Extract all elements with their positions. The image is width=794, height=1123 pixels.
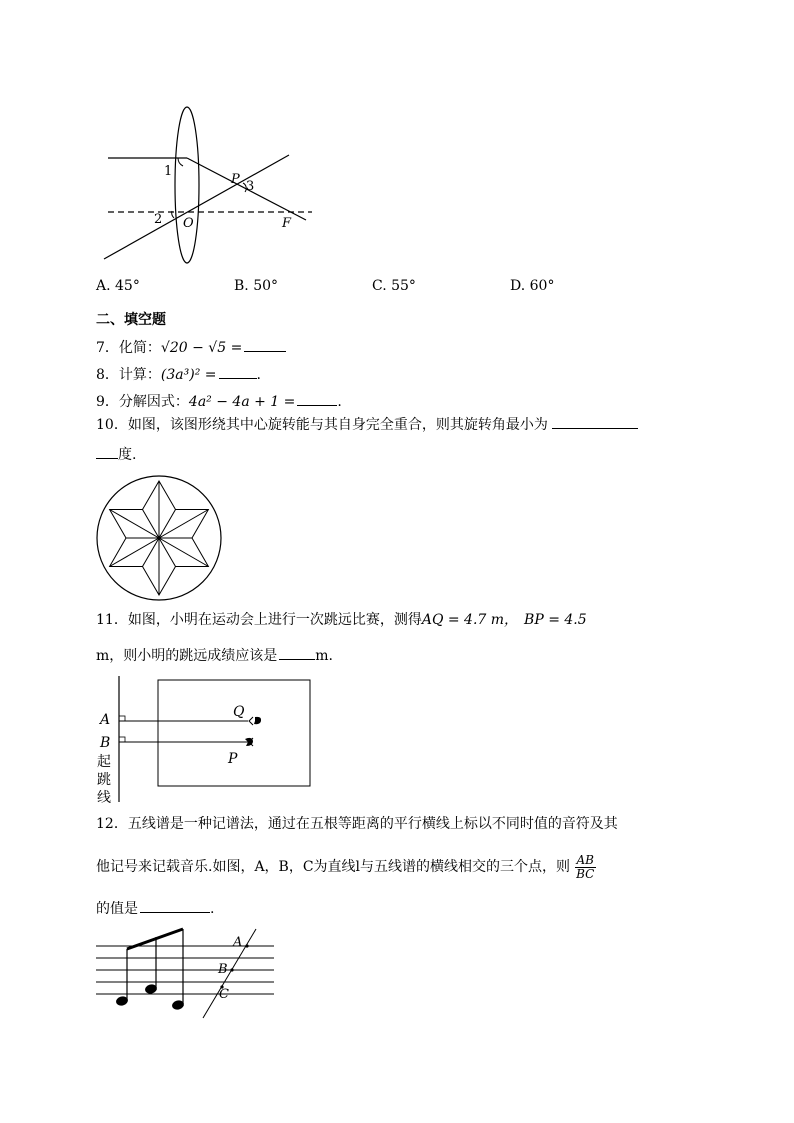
q6-label-o: O (183, 216, 194, 231)
q11-aq: AQ = 4.7 m， (421, 612, 519, 628)
q6-option-d: D. 60° (510, 278, 555, 294)
q9-text: 9．分解因式： (96, 394, 189, 410)
q10-line2 (96, 446, 136, 463)
q11-line2 (96, 647, 333, 664)
q11-label-q: Q (233, 704, 245, 720)
q12-frac-den: BC (576, 866, 595, 881)
q8-line: 8．计算：(3a³)² = . (96, 367, 261, 383)
section-title: 二、填空题 (96, 312, 166, 328)
q6-option-a: A. 45° (96, 278, 140, 294)
q10-suffix: 度. (118, 447, 137, 463)
q11-label-a: A (100, 712, 111, 728)
q10-text: 10．如图，该图形绕其中心旋转能与其自身完全重合，则其旋转角最小为 (96, 417, 548, 433)
q11-vlabel-1: 起 (97, 754, 111, 770)
q11-answer-blank[interactable] (279, 647, 315, 660)
q8-answer-blank[interactable] (219, 366, 257, 379)
q11-label-b: B (100, 735, 111, 751)
q12-staff-diagram (94, 925, 284, 1020)
q11-label-p: P (228, 751, 238, 767)
q7-answer-blank[interactable] (244, 339, 286, 352)
q12-line2 (96, 847, 596, 887)
q11-long-jump-diagram (92, 672, 322, 808)
q11-vlabel-2: 跳 (97, 772, 111, 788)
q8-text: 8．计算： (96, 367, 161, 383)
q7-line (96, 339, 286, 356)
q10-answer-blank[interactable] (552, 416, 638, 429)
q6-option-b: B. 50° (234, 278, 279, 294)
q6-lens-diagram (100, 100, 320, 270)
q9-answer-blank[interactable] (297, 393, 337, 406)
q11-text2: m，则小明的跳远成绩应该是 (96, 648, 278, 664)
q7-expr: √20 − √5 = (160, 340, 243, 356)
q6-label-p: P (231, 172, 240, 187)
q6-label-1: 1 (164, 164, 173, 179)
q7-text: 7．化简： (96, 340, 161, 356)
q9-line: 9．分解因式：4a² − 4a + 1 = . (96, 394, 342, 410)
q8-expr: (3a³)² = (160, 367, 217, 383)
q12-text3: 的值是 (96, 901, 138, 917)
q12-label-c: C (219, 987, 229, 1002)
q11-suffix: m. (315, 648, 334, 664)
q12-label-a: A (233, 935, 243, 950)
q6-label-3: 3 (246, 179, 255, 194)
q6-label-f: F (282, 216, 292, 231)
q11-line1 (96, 612, 587, 628)
q12-line3: 的值是 . (96, 901, 215, 917)
q10-line1 (96, 416, 638, 433)
q11-bp: BP = 4.5 (524, 612, 587, 628)
q10-answer-blank-cont[interactable] (96, 446, 118, 459)
q12-label-b: B (218, 962, 228, 977)
q6-label-2: 2 (154, 212, 163, 227)
q12-line1: 12．五线谱是一种记谱法，通过在五根等距离的平行横线上标以不同时值的音符及其 (96, 816, 618, 832)
q9-expr: 4a² − 4a + 1 = (188, 394, 296, 410)
q11-text: 11．如图，小明在运动会上进行一次跳远比赛，测得 (96, 612, 422, 628)
q12-fraction (575, 854, 596, 881)
q10-star-figure (94, 473, 224, 603)
q6-option-c: C. 55° (372, 278, 416, 294)
q11-vlabel-3: 线 (97, 790, 111, 806)
q12-frac-num: AB (576, 852, 594, 867)
q12-text2: 他记号来记载音乐.如图，A，B，C为直线l与五线谱的横线相交的三个点，则 (96, 859, 571, 875)
q12-answer-blank[interactable] (140, 900, 210, 913)
